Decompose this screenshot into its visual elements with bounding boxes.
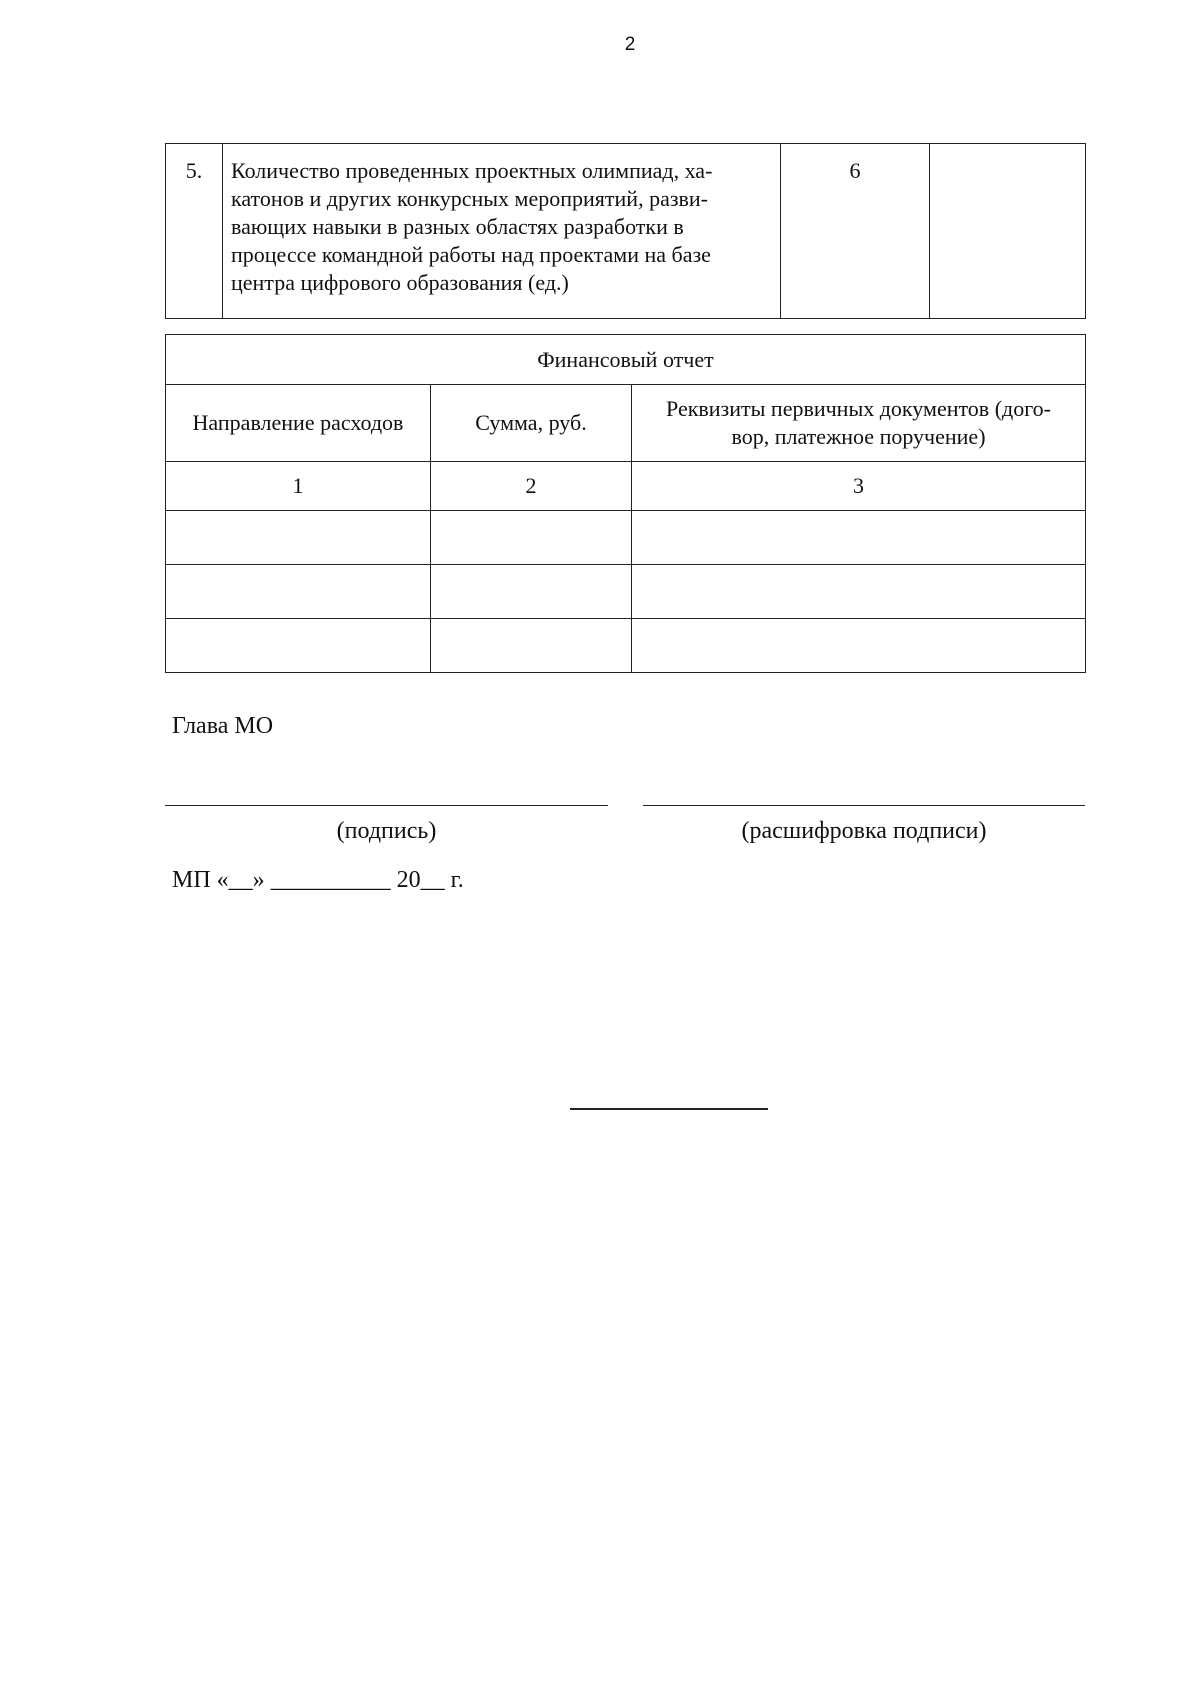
signature-line [165,805,608,806]
indicator-number: 5. [166,144,223,319]
finance-title-row [166,335,1086,385]
indicator-actual-value[interactable] [930,144,1086,319]
finance-empty-row [166,511,1086,565]
indicator-table [165,143,1086,319]
stamp-date-line: МП «__» __________ 20__ г. [172,867,464,893]
empty-cell[interactable] [166,565,431,619]
column-number: 2 [431,462,632,511]
signature-decoding-line [643,805,1085,806]
header-document-details-text: Реквизиты первичных документов (дого- вор, платежное поручение) [666,396,1052,449]
header-document-details [632,385,1086,462]
indicator-row [166,144,1086,319]
finance-report-table [165,334,1086,673]
indicator-description [223,144,781,319]
indicator-description-line: Количество проведенных проектных олимпиад, ха- [231,158,713,183]
empty-cell[interactable] [632,619,1086,673]
indicator-description-line: центра цифрового образования (ед.) [231,270,569,295]
empty-cell[interactable] [632,565,1086,619]
finance-report-title: Финансовый отчет [166,335,1086,385]
indicator-description-line: вающих навыки в разных областях разработки в [231,214,684,239]
indicator-description-line: процессе командной работы над проектами на базе [231,242,711,267]
indicator-planned-value: 6 [781,144,930,319]
indicator-description-line: катонов и других конкурсных мероприятий, разви- [231,186,709,211]
column-number: 1 [166,462,431,511]
finance-column-numbers-row [166,462,1086,511]
empty-cell[interactable] [431,511,632,565]
empty-cell[interactable] [166,619,431,673]
finance-empty-row [166,619,1086,673]
signature-caption: (подпись) [336,818,437,844]
empty-cell[interactable] [431,565,632,619]
empty-cell[interactable] [431,619,632,673]
column-number: 3 [632,462,1086,511]
finance-empty-row [166,565,1086,619]
finance-header-row [166,385,1086,462]
header-amount: Сумма, руб. [431,385,632,462]
signature-decoding-caption: (расшифровка подписи) [741,818,987,844]
page-number: 2 [624,34,636,55]
head-of-municipality-label: Глава МО [172,713,274,739]
end-of-document-rule [570,1108,768,1110]
empty-cell[interactable] [166,511,431,565]
empty-cell[interactable] [632,511,1086,565]
header-expense-direction: Направление расходов [166,385,431,462]
